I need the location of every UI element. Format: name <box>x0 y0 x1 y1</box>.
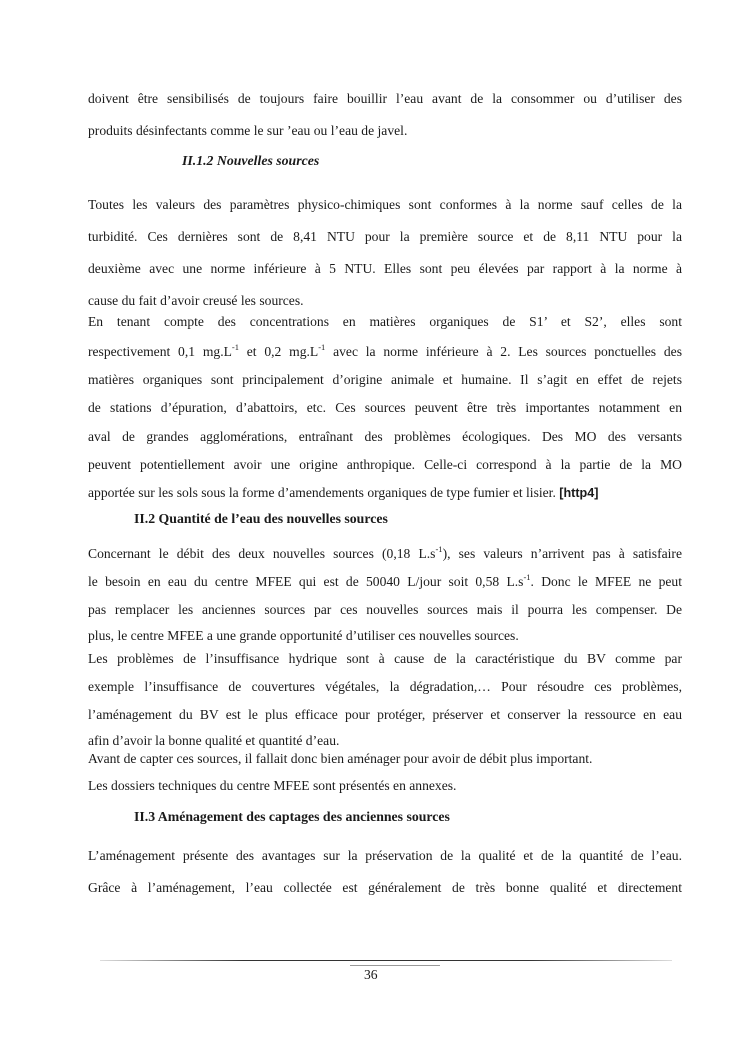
section-heading-water-quantity: II.2 Quantité de l’eau des nouvelles sources <box>134 511 388 526</box>
paragraph-capture-note <box>88 747 682 801</box>
superscript: -1 <box>318 342 326 352</box>
text-line <box>88 479 682 507</box>
text-line: Grâce à l’aménagement, l’eau collectée est généralement de très bonne qualité et directement <box>88 880 682 895</box>
text-line: L’aménagement présente des avantages sur la préservation de la qualité et de la quantité de l’eau. <box>88 848 682 863</box>
text-line: afin d’avoir la bonne qualité et quantité d’eau. <box>88 733 340 748</box>
section-heading-catchment-development: II.3 Aménagement des captages des anciennes sources <box>134 809 450 824</box>
text-line: cause du fait d’avoir creusé les sources. <box>88 293 304 308</box>
text-line: Toutes les valeurs des paramètres physico-chimiques sont conformes à la norme sauf celles de la <box>88 197 682 212</box>
paragraph-flow-rate <box>88 540 682 648</box>
text-segment: apportée sur les sols sous la forme d’amendements organiques de type fumier et lisier. <box>88 485 560 500</box>
text-line: exemple l’insuffisance de couvertures végétales, la dégradation,… Pour résoudre ces problèmes, <box>88 679 682 694</box>
paragraph-development-benefits <box>88 840 682 904</box>
text-line: Avant de capter ces sources, il fallait donc bien aménager pour avoir de débit plus important. <box>88 751 593 766</box>
text-segment: respectivement 0,1 mg.L <box>88 344 232 359</box>
superscript: -1 <box>435 544 443 554</box>
superscript: -1 <box>523 572 531 582</box>
paragraph-water-shortage <box>88 645 682 753</box>
text-line: matières organiques sont principalement d’origine animale et humaine. Il s’agit en effet de rejets <box>88 372 682 387</box>
text-line: En tenant compte des concentrations en matières organiques de S1’ et S2’, elles sont <box>88 314 682 329</box>
text-segment: et 0,2 mg.L <box>239 344 319 359</box>
text-line: produits désinfectants comme le sur ’eau ou l’eau de javel. <box>88 123 408 138</box>
text-line <box>88 540 682 568</box>
reference-tag: [http4] <box>559 486 599 500</box>
text-segment: le besoin en eau du centre MFEE qui est de 50040 L/jour soit 0,58 L.s <box>88 574 524 589</box>
paragraph-turbidity <box>88 189 682 317</box>
text-line: de stations d’épuration, d’abattoirs, etc. Ces sources peuvent être très importantes notamment en <box>88 400 682 415</box>
text-line: deuxième avec une norme inférieure à 5 NTU. Elles sont peu élevées par rapport à la norme à <box>88 261 682 276</box>
text-line: Les dossiers techniques du centre MFEE sont présentés en annexes. <box>88 778 457 793</box>
text-line: aval de grandes agglomérations, entraînant des problèmes écologiques. Des MO des versants <box>88 429 682 444</box>
text-line <box>88 568 682 596</box>
text-line: Les problèmes de l’insuffisance hydrique sont à cause de la caractéristique du BV comme par <box>88 651 682 666</box>
text-line: plus, le centre MFEE a une grande opportunité d’utiliser ces nouvelles sources. <box>88 628 519 643</box>
text-segment: ), ses valeurs n’arrivent pas à satisfaire <box>442 546 682 561</box>
text-line <box>88 338 682 366</box>
text-line: pas remplacer les anciennes sources par ces nouvelles sources mais il pourra les compenser. De <box>88 602 682 617</box>
text-line: turbidité. Ces dernières sont de 8,41 NTU pour la première source et de 8,11 NTU pour la <box>88 229 682 244</box>
text-segment: . Donc le MFEE ne peut <box>530 574 682 589</box>
text-line: doivent être sensibilisés de toujours faire bouillir l’eau avant de la consommer ou d’utiliser des <box>88 91 682 106</box>
text-segment: avec la norme inférieure à 2. Les sources ponctuelles des <box>325 344 682 359</box>
section-heading-new-sources: II.1.2 Nouvelles sources <box>182 153 320 168</box>
text-line: peuvent potentiellement avoir une origine anthropique. Celle-ci correspond à la partie de la MO <box>88 457 682 472</box>
paragraph-boiling-advice <box>88 83 682 147</box>
footer-divider <box>100 960 672 961</box>
text-segment: Concernant le débit des deux nouvelles sources (0,18 L.s <box>88 546 436 561</box>
footer-divider-short <box>350 965 440 966</box>
page-number: 36 <box>364 967 378 982</box>
superscript: -1 <box>231 342 239 352</box>
paragraph-organic-matter <box>88 306 682 507</box>
text-line: l’aménagement du BV est le plus efficace pour protéger, préserver et conserver la ressource en eau <box>88 707 682 722</box>
